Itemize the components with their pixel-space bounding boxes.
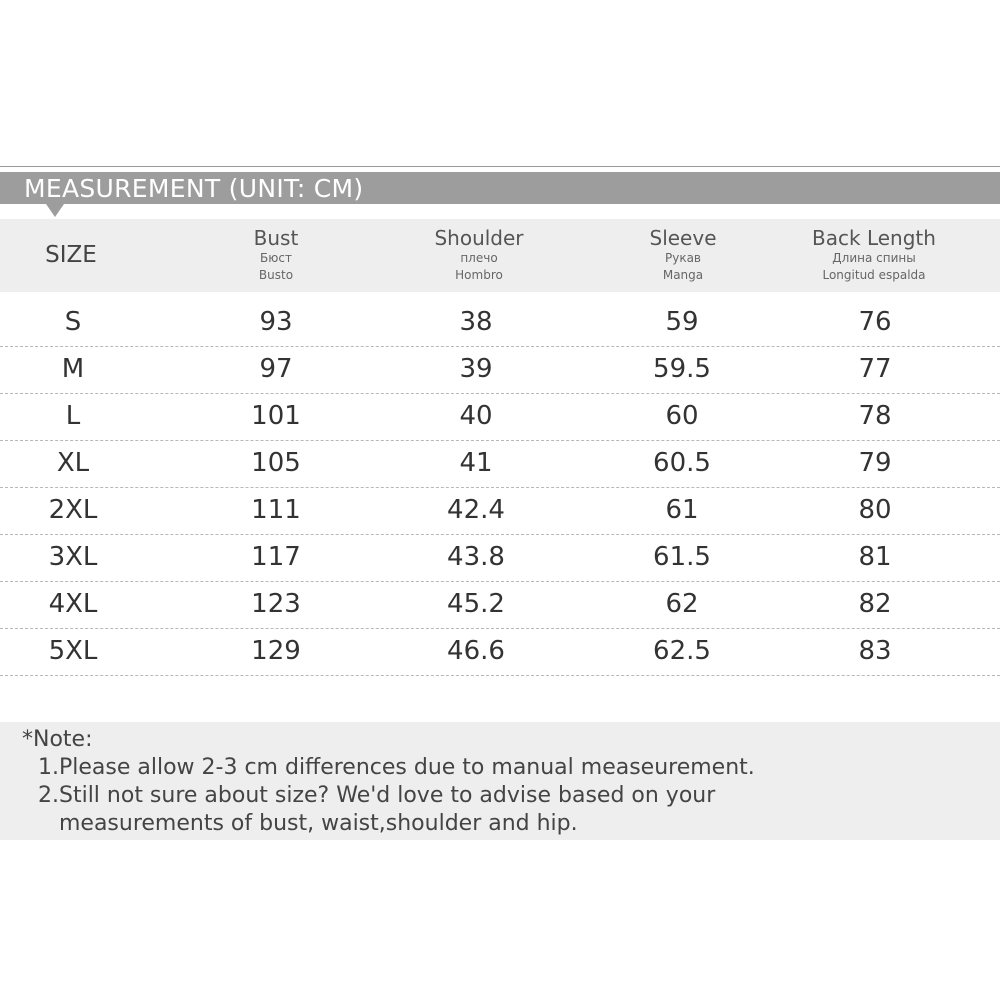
cell-size: 4XL [48, 589, 98, 619]
cell-sleeve: 61.5 [653, 542, 711, 572]
cell-sleeve: 59.5 [653, 354, 711, 384]
cell-back-length: 76 [858, 307, 892, 337]
note-section [0, 722, 1000, 840]
header-shoulder-es: Hombro [455, 268, 503, 282]
header-bust [254, 219, 299, 300]
cell-bust: 111 [251, 495, 301, 525]
cell-back-length: 78 [858, 401, 892, 431]
cell-shoulder: 42.4 [447, 495, 505, 525]
cell-size: XL [56, 448, 90, 478]
cell-back-length: 79 [858, 448, 892, 478]
cell-sleeve: 62.5 [653, 636, 711, 666]
header-sleeve-es: Manga [662, 268, 704, 282]
table-row [0, 299, 1000, 347]
cell-shoulder: 40 [459, 401, 493, 431]
table-row [0, 628, 1000, 676]
measurement-banner [0, 172, 1000, 204]
cell-sleeve: 60.5 [653, 448, 711, 478]
cell-sleeve: 62 [665, 589, 699, 619]
cell-sleeve: 60 [665, 401, 699, 431]
cell-shoulder: 43.8 [447, 542, 505, 572]
header-back-length-es: Longitud espalda [822, 268, 926, 282]
note-line-1: 1.Please allow 2-3 cm differences due to manual measeurement. [38, 755, 755, 780]
banner-pointer-icon [46, 204, 64, 217]
table-row [0, 581, 1000, 629]
cell-size: L [65, 401, 81, 431]
cell-bust: 101 [251, 401, 301, 431]
cell-shoulder: 38 [459, 307, 493, 337]
header-bust-label: Bust [253, 226, 299, 250]
header-sleeve-label: Sleeve [649, 226, 717, 250]
cell-shoulder: 41 [459, 448, 493, 478]
header-shoulder-ru: плечо [460, 251, 498, 265]
cell-bust: 123 [251, 589, 301, 619]
cell-size: 2XL [48, 495, 98, 525]
table-row [0, 393, 1000, 441]
table-row [0, 487, 1000, 535]
cell-bust: 105 [251, 448, 301, 478]
header-back-length-label: Back Length [812, 226, 936, 250]
cell-shoulder: 39 [459, 354, 493, 384]
header-size: SIZE [45, 242, 97, 268]
header-sleeve-ru: Рукав [664, 251, 702, 265]
cell-size: 3XL [48, 542, 98, 572]
cell-back-length: 77 [858, 354, 892, 384]
cell-bust: 129 [251, 636, 301, 666]
cell-size: S [64, 307, 82, 337]
cell-size: M [61, 354, 85, 384]
cell-shoulder: 46.6 [447, 636, 505, 666]
cell-back-length: 80 [858, 495, 892, 525]
cell-bust: 97 [259, 354, 293, 384]
cell-sleeve: 59 [665, 307, 699, 337]
cell-sleeve: 61 [665, 495, 699, 525]
banner-title: MEASUREMENT (UNIT: CM) [24, 174, 364, 203]
cell-shoulder: 45.2 [447, 589, 505, 619]
note-line-2: 2.Still not sure about size? We'd love to advise based on your [38, 783, 716, 808]
top-divider [0, 166, 1000, 167]
header-back-length [812, 219, 936, 300]
header-sleeve [649, 219, 716, 300]
cell-size: 5XL [48, 636, 98, 666]
cell-bust: 93 [259, 307, 293, 337]
header-shoulder [434, 219, 523, 300]
cell-back-length: 82 [858, 589, 892, 619]
cell-bust: 117 [251, 542, 301, 572]
note-title: *Note: [22, 727, 93, 752]
table-row [0, 534, 1000, 582]
header-back-length-ru: Длина спины [832, 251, 916, 265]
table-row [0, 440, 1000, 488]
header-bust-es: Busto [258, 268, 294, 282]
table-header [0, 219, 1000, 292]
table-row [0, 346, 1000, 394]
note-line-3: measurements of bust, waist,shoulder and hip. [38, 811, 578, 836]
header-bust-ru: Бюст [260, 251, 292, 265]
header-shoulder-label: Shoulder [434, 226, 524, 250]
cell-back-length: 81 [858, 542, 892, 572]
cell-back-length: 83 [858, 636, 892, 666]
